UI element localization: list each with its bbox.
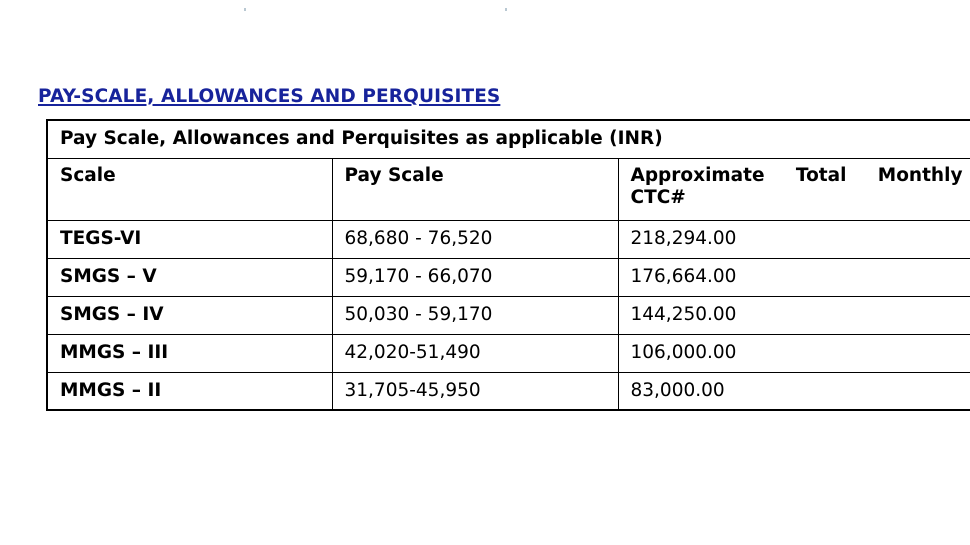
cell-scale: MMGS – III — [47, 334, 332, 372]
pay-scale-table — [46, 119, 970, 411]
cell-ctc: 144,250.00 — [618, 296, 970, 334]
cell-scale: SMGS – V — [47, 258, 332, 296]
cell-pay-scale: 31,705-45,950 — [332, 372, 618, 410]
table-row — [47, 334, 970, 372]
column-header-pay-scale: Pay Scale — [332, 158, 618, 220]
table-caption-row — [47, 120, 970, 158]
column-header-ctc-word: Total — [795, 164, 847, 186]
column-header-ctc — [618, 158, 970, 220]
column-header-ctc-word: Approximate — [630, 164, 765, 186]
cell-ctc: 83,000.00 — [618, 372, 970, 410]
cell-scale: SMGS – IV — [47, 296, 332, 334]
column-header-ctc-word: CTC# — [630, 186, 686, 208]
table-row — [47, 372, 970, 410]
cell-ctc: 106,000.00 — [618, 334, 970, 372]
table-row — [47, 296, 970, 334]
column-header-ctc-word: Monthly — [877, 164, 963, 186]
decorative-dot — [505, 8, 507, 11]
cell-scale: MMGS – II — [47, 372, 332, 410]
cell-pay-scale: 42,020-51,490 — [332, 334, 618, 372]
cell-ctc: 218,294.00 — [618, 220, 970, 258]
cell-pay-scale: 59,170 - 66,070 — [332, 258, 618, 296]
table-row — [47, 220, 970, 258]
cell-pay-scale: 68,680 - 76,520 — [332, 220, 618, 258]
column-header-scale: Scale — [47, 158, 332, 220]
cell-scale: TEGS-VI — [47, 220, 332, 258]
table-row — [47, 258, 970, 296]
section-heading: PAY-SCALE, ALLOWANCES AND PERQUISITES — [38, 86, 501, 107]
table-header-row — [47, 158, 970, 220]
table-caption: Pay Scale, Allowances and Perquisites as applicable (INR) — [47, 120, 970, 158]
cell-pay-scale: 50,030 - 59,170 — [332, 296, 618, 334]
decorative-dot — [244, 8, 246, 11]
cell-ctc: 176,664.00 — [618, 258, 970, 296]
